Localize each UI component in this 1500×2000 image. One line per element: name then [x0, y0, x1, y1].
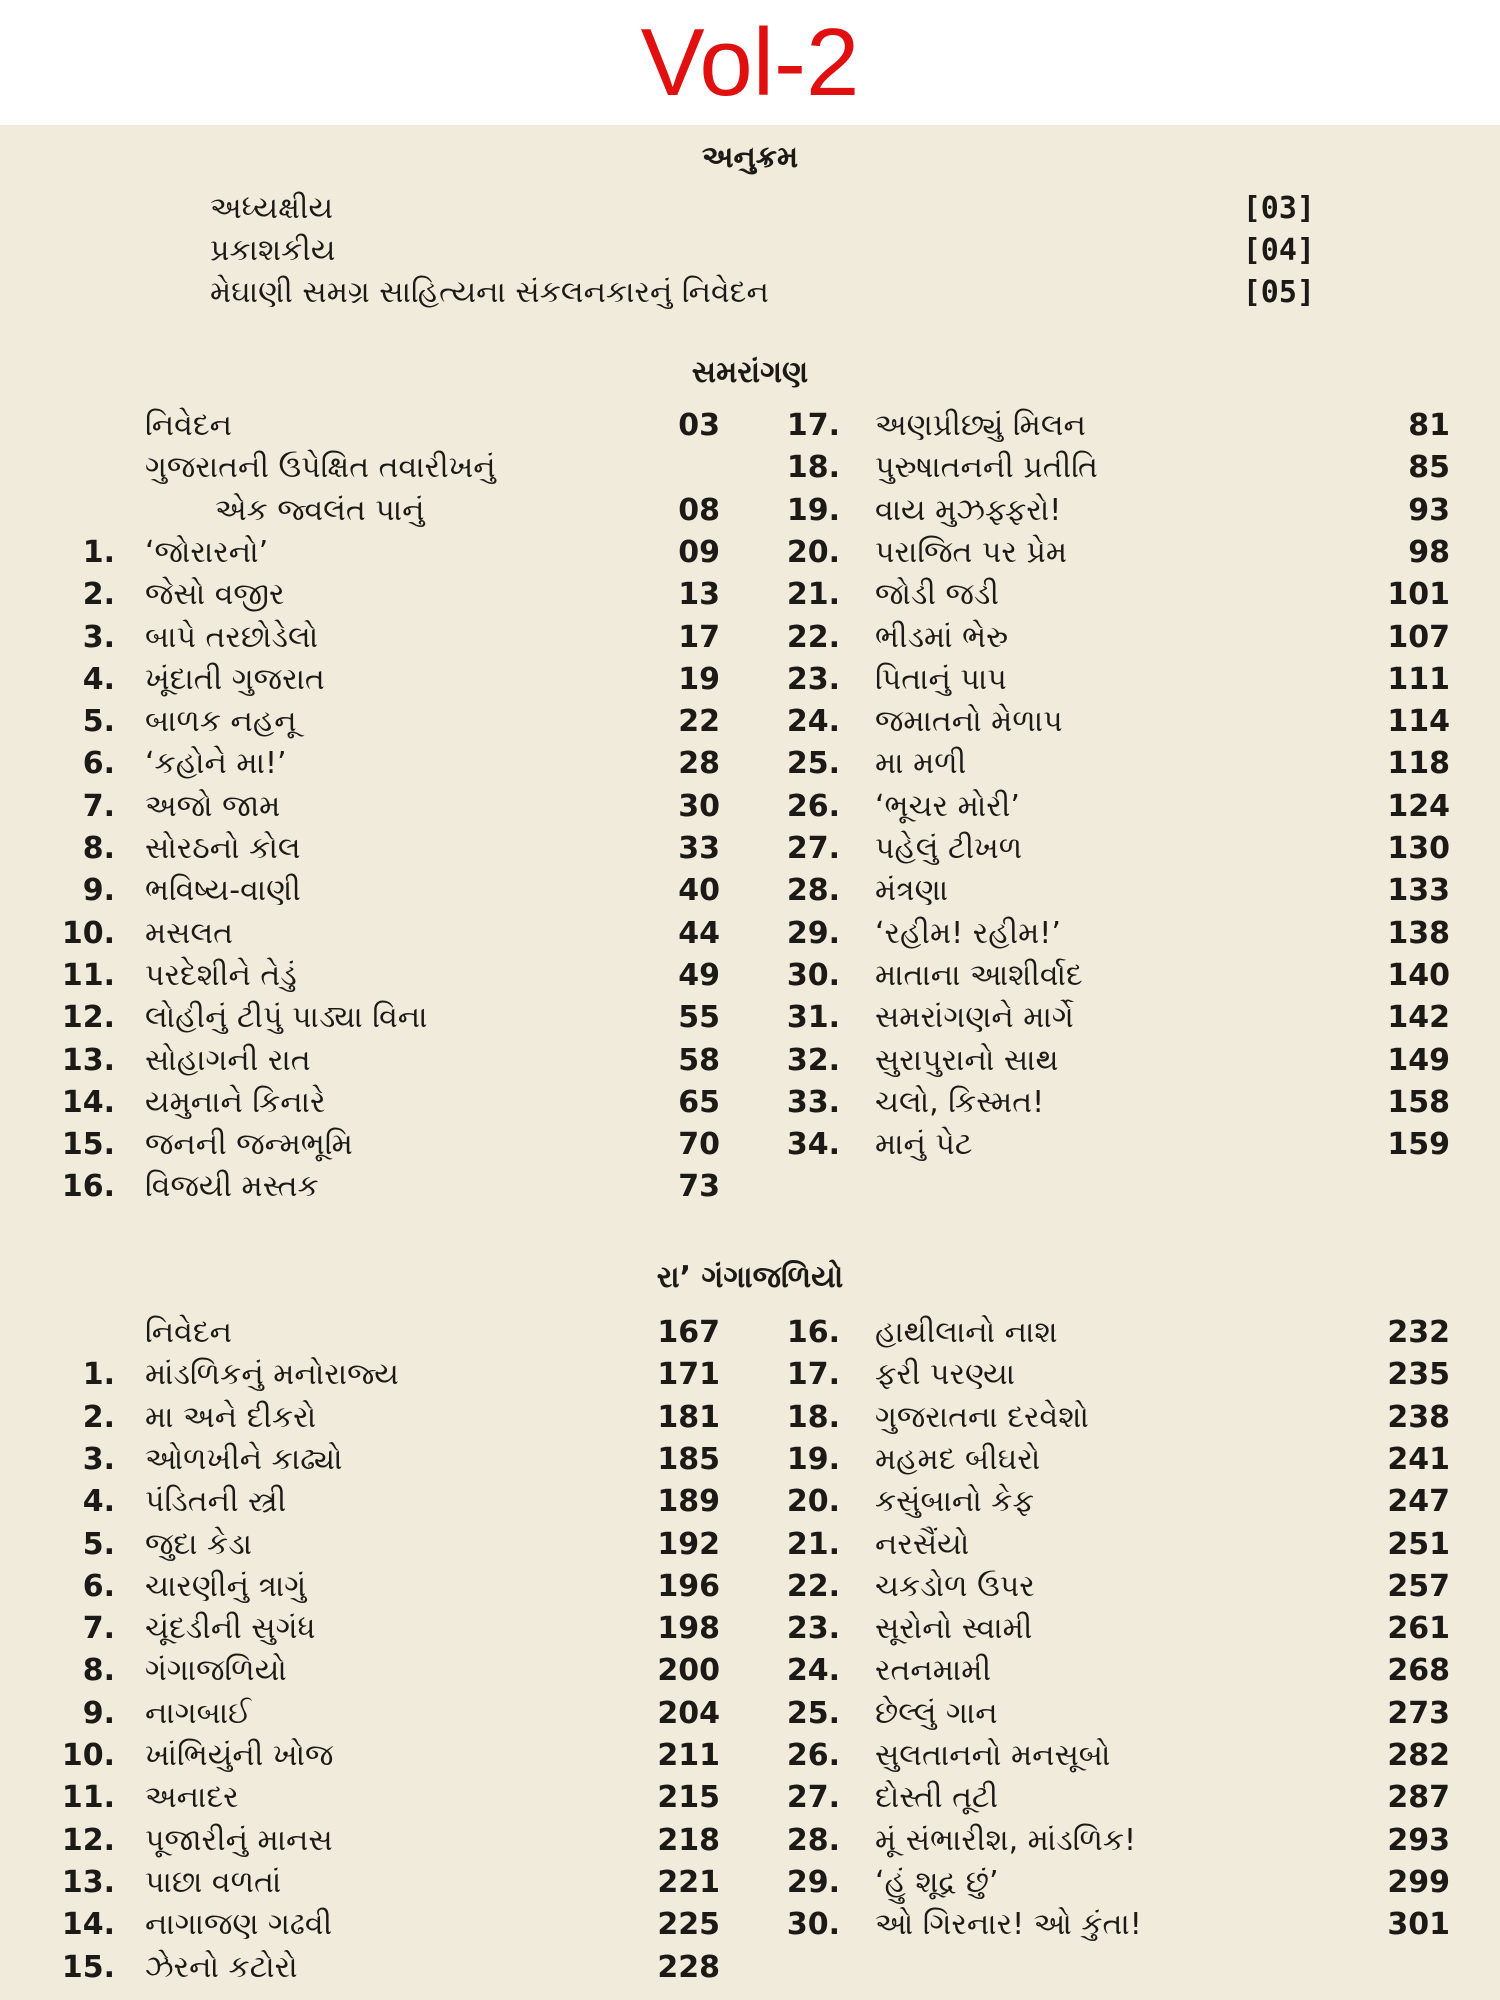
entry-number: 5.: [82, 1526, 115, 1562]
entry-number: 20.: [786, 1484, 840, 1520]
entry-page: 107: [1387, 619, 1450, 655]
entry-title: ફરી પરણ્યા: [875, 1357, 1016, 1393]
entry-number: 28.: [786, 1822, 840, 1858]
entry-page: 08: [678, 492, 720, 528]
entry-number: 6.: [82, 746, 115, 782]
entry-number: 19.: [786, 1441, 840, 1477]
entry-page: 257: [1387, 1568, 1450, 1604]
entry-page: 261: [1387, 1611, 1450, 1647]
entry-page: 293: [1387, 1822, 1450, 1858]
entry-number: 29.: [786, 915, 840, 951]
entry-title: સુરાપુરાનો સાથ: [875, 1042, 1059, 1078]
entry-number: 14.: [61, 1907, 115, 1943]
entry-title: સોરઠનો કોલ: [145, 831, 301, 866]
entry-page: 198: [657, 1611, 720, 1647]
entry-number: 25.: [786, 746, 840, 782]
entry-title: બાળક નહનૂ: [145, 704, 297, 740]
entry-page: 33: [678, 831, 720, 866]
entry-number: 22.: [786, 619, 840, 655]
entry-page: 251: [1387, 1526, 1450, 1562]
entry-page: 225: [657, 1907, 720, 1943]
entry-title: કસુંબાનો કેફ: [875, 1484, 1034, 1520]
entry-page: 70: [678, 1127, 720, 1163]
entry-page: 247: [1387, 1484, 1450, 1520]
entry-page: 65: [678, 1084, 720, 1120]
contents-page: [0, 125, 1500, 2000]
entry-number: 1.: [82, 534, 115, 570]
entry-page: 111: [1387, 661, 1450, 697]
entry-title: ઓ ગિરનાર! ઓ કુંતા!: [875, 1907, 1142, 1943]
entry-number: 23.: [786, 661, 840, 697]
entry-page: 140: [1387, 957, 1450, 993]
entry-number: 30.: [786, 957, 840, 993]
entry-title: જેસો વજીર: [145, 577, 285, 613]
entry-page: 30: [678, 788, 720, 824]
entry-title: અજો જામ: [145, 788, 281, 824]
entry-title: અનાદર: [145, 1780, 239, 1816]
entry-title: એક જ્વલંત પાનું: [215, 492, 425, 528]
front-matter-title: પ્રકાશકીય: [210, 233, 336, 268]
entry-page: 159: [1387, 1127, 1450, 1163]
front-matter-title: મેઘાણી સમગ્ર સાહિત્યના સંકલનકારનું નિવેદન: [210, 275, 769, 310]
entry-number: 25.: [786, 1695, 840, 1731]
entry-title: મંત્રણા: [875, 873, 949, 909]
entry-title: જુદા કેડા: [145, 1526, 253, 1562]
entry-number: 7.: [82, 1611, 115, 1647]
entry-title: ખૂંદાતી ગુજરાત: [145, 661, 325, 697]
entry-number: 4.: [82, 661, 115, 697]
entry-number: 26.: [786, 788, 840, 824]
entry-page: 93: [1408, 492, 1450, 528]
entry-title: ‘હું શૂદ્ર છું’: [875, 1864, 999, 1900]
entry-title: પૂજારીનું માનસ: [145, 1822, 333, 1858]
entry-number: 11.: [61, 1780, 115, 1816]
entry-title: માંડળિકનું મનોરાજ્ય: [145, 1357, 399, 1393]
entry-title: નાગબાઈ: [145, 1695, 252, 1731]
entry-number: 33.: [786, 1084, 840, 1120]
entry-number: 21.: [786, 1526, 840, 1562]
entry-page: 215: [657, 1780, 720, 1816]
entry-number: 13.: [61, 1864, 115, 1900]
entry-page: 232: [1387, 1315, 1450, 1350]
entry-page: 73: [678, 1169, 720, 1205]
entry-number: 19.: [786, 492, 840, 528]
entry-page: 192: [657, 1526, 720, 1562]
entry-title: જોડી જડી: [875, 577, 999, 613]
entry-number: 8.: [82, 1653, 115, 1689]
entry-title: ગુજરાતના દરવેશો: [875, 1399, 1089, 1435]
entry-number: 27.: [786, 1780, 840, 1816]
entry-title: ગુજરાતની ઉપેક્ષિત તવારીખનું: [145, 450, 496, 486]
entry-title: નાગાજણ ગઢવી: [145, 1907, 333, 1943]
entry-title: ઝેરનો કટોરો: [145, 1949, 298, 1985]
entry-page: 287: [1387, 1780, 1450, 1816]
entry-title: પરાજિત પર પ્રેમ: [875, 534, 1068, 570]
entry-title: મૂં સંભારીશ, માંડળિક!: [875, 1822, 1137, 1858]
entry-number: 30.: [786, 1907, 840, 1943]
entry-page: 167: [657, 1315, 720, 1350]
entry-title: પિતાનું પાપ: [875, 661, 1007, 697]
entry-page: 85: [1408, 450, 1450, 486]
entry-title: ચકડોળ ઉપર: [875, 1568, 1035, 1604]
entry-number: 34.: [786, 1127, 840, 1163]
entry-page: 130: [1387, 831, 1450, 866]
entry-page: 19: [678, 661, 720, 697]
entry-page: 221: [657, 1864, 720, 1900]
entry-title: પંડિતની સ્ત્રી: [145, 1484, 287, 1520]
entry-page: 81: [1408, 408, 1450, 443]
entry-page: 200: [657, 1653, 720, 1689]
entry-number: 11.: [61, 957, 115, 993]
entry-title: ખાંભિયુંની ખોજ: [145, 1738, 334, 1773]
entry-page: 22: [678, 704, 720, 740]
entry-page: 211: [657, 1738, 720, 1773]
entry-title: ભીડમાં ભેરુ: [875, 619, 1009, 655]
entry-title: સમરાંગણને માર્ગે: [875, 1000, 1074, 1036]
entry-page: 49: [678, 957, 720, 993]
entry-title: માતાના આશીર્વાદ: [875, 957, 1083, 993]
entry-page: 09: [678, 534, 720, 570]
front-matter-page: [04]: [1242, 233, 1315, 268]
entry-number: 9.: [82, 873, 115, 909]
entry-title: સૂરોનો સ્વામી: [875, 1611, 1033, 1647]
entry-number: 18.: [786, 1399, 840, 1435]
entry-number: 9.: [82, 1695, 115, 1731]
entry-title: મા અને દીકરો: [145, 1399, 317, 1435]
entry-number: 3.: [82, 619, 115, 655]
entry-number: 12.: [61, 1822, 115, 1858]
entry-number: 18.: [786, 450, 840, 486]
entry-page: 268: [1387, 1653, 1450, 1689]
entry-page: 149: [1387, 1042, 1450, 1078]
entry-page: 118: [1387, 746, 1450, 782]
entry-title: હાથીલાનો નાશ: [875, 1315, 1058, 1350]
entry-number: 28.: [786, 873, 840, 909]
entry-page: 58: [678, 1042, 720, 1078]
entry-number: 26.: [786, 1738, 840, 1773]
entry-number: 16.: [61, 1169, 115, 1205]
entry-page: 133: [1387, 873, 1450, 909]
entry-page: 241: [1387, 1441, 1450, 1477]
entry-page: 185: [657, 1441, 720, 1477]
entry-title: ભવિષ્ય-વાણી: [145, 873, 301, 909]
entry-page: 189: [657, 1484, 720, 1520]
entry-title: ‘કહોને મા!’: [145, 746, 287, 782]
entry-title: નિવેદન: [145, 408, 232, 443]
entry-number: 3.: [82, 1441, 115, 1477]
entry-title: મા મળી: [875, 746, 967, 782]
entry-page: 238: [1387, 1399, 1450, 1435]
entry-page: 301: [1387, 1907, 1450, 1943]
entry-title: બાપે તરછોડેલો: [145, 619, 319, 655]
entry-page: 98: [1408, 534, 1450, 570]
entry-number: 12.: [61, 1000, 115, 1036]
entry-page: 40: [678, 873, 720, 909]
entry-number: 31.: [786, 1000, 840, 1036]
entry-number: 4.: [82, 1484, 115, 1520]
entry-number: 20.: [786, 534, 840, 570]
section-heading: સમરાંગણ: [691, 355, 809, 390]
entry-page: 282: [1387, 1738, 1450, 1773]
entry-title: રતનમામી: [875, 1653, 992, 1689]
entry-title: વાય મુઝફ્ફરો!: [875, 492, 1062, 528]
entry-number: 15.: [61, 1127, 115, 1163]
entry-page: 55: [678, 1000, 720, 1036]
entry-number: 17.: [786, 1357, 840, 1393]
entry-page: 228: [657, 1949, 720, 1985]
entry-number: 21.: [786, 577, 840, 613]
front-matter-page: [03]: [1242, 191, 1315, 226]
entry-number: 2.: [82, 1399, 115, 1435]
entry-title: ઓળખીને કાઢ્યો: [145, 1441, 343, 1477]
entry-title: ચલો, કિસ્મત!: [875, 1084, 1045, 1120]
entry-page: 196: [657, 1568, 720, 1604]
section-heading: રા’ ગંગાજળિયો: [656, 1260, 844, 1295]
entry-title: વિજયી મસ્તક: [145, 1169, 319, 1205]
entry-title: ‘ભૂચર મોરી’: [875, 788, 1020, 824]
entry-number: 27.: [786, 831, 840, 866]
entry-title: સુલતાનનો મનસૂબો: [875, 1738, 1111, 1773]
entry-number: 24.: [786, 704, 840, 740]
entry-title: નિવેદન: [145, 1315, 232, 1350]
entry-page: 03: [678, 408, 720, 443]
entry-title: ગંગાજળિયો: [145, 1653, 287, 1689]
volume-label: Vol-2: [640, 9, 860, 116]
entry-number: 15.: [61, 1949, 115, 1985]
entry-title: જનની જન્મભૂમિ: [145, 1127, 353, 1163]
entry-number: 17.: [786, 408, 840, 443]
entry-title: મહમદ બીઘરો: [875, 1441, 1041, 1477]
entry-title: જમાતનો મેળાપ: [875, 704, 1063, 740]
entry-page: 17: [678, 619, 720, 655]
entry-page: 181: [657, 1399, 720, 1435]
entry-title: પરદેશીને તેડું: [145, 957, 297, 993]
entry-number: 32.: [786, 1042, 840, 1078]
entry-title: દોસ્તી તૂટી: [875, 1780, 999, 1816]
entry-title: ચારણીનું ત્રાગું: [145, 1568, 307, 1604]
entry-title: યમુનાને કિનારે: [145, 1084, 326, 1120]
entry-number: 2.: [82, 577, 115, 613]
entry-page: 235: [1387, 1357, 1450, 1393]
entry-title: પહેલું ટીખળ: [875, 831, 1023, 866]
entry-title: પાછા વળતાં: [145, 1864, 282, 1900]
entry-page: 299: [1387, 1864, 1450, 1900]
entry-number: 23.: [786, 1611, 840, 1647]
front-matter-page: [05]: [1242, 275, 1315, 310]
entry-title: છેલ્લું ગાન: [875, 1695, 998, 1731]
entry-number: 8.: [82, 831, 115, 866]
entry-title: લોહીનું ટીપું પાડ્યા વિના: [145, 1000, 428, 1036]
entry-number: 24.: [786, 1653, 840, 1689]
entry-page: 114: [1387, 704, 1450, 740]
entry-page: 273: [1387, 1695, 1450, 1731]
entry-number: 5.: [82, 704, 115, 740]
entry-title: ‘રહીમ! રહીમ!’: [875, 915, 1061, 951]
entry-number: 29.: [786, 1864, 840, 1900]
entry-page: 13: [678, 577, 720, 613]
entry-page: 138: [1387, 915, 1450, 951]
entry-page: 171: [657, 1357, 720, 1393]
entry-number: 16.: [786, 1315, 840, 1350]
entry-page: 44: [678, 915, 720, 951]
entry-title: નરસૈંયો: [875, 1526, 970, 1562]
entry-number: 10.: [61, 915, 115, 951]
entry-page: 28: [678, 746, 720, 782]
entry-title: અણપ્રીછ્યું મિલન: [875, 408, 1086, 443]
entry-title: સોહાગની રાત: [145, 1042, 311, 1078]
entry-title: પુરુષાતનની પ્રતીતિ: [875, 450, 1098, 486]
entry-number: 22.: [786, 1568, 840, 1604]
front-matter-title: અધ્યક્ષીય: [210, 191, 334, 226]
entry-page: 204: [657, 1695, 720, 1731]
entry-page: 124: [1387, 788, 1450, 824]
entry-page: 101: [1387, 577, 1450, 613]
entry-number: 13.: [61, 1042, 115, 1078]
entry-title: માનું પેટ: [875, 1127, 973, 1163]
entry-page: 142: [1387, 1000, 1450, 1036]
entry-number: 7.: [82, 788, 115, 824]
entry-number: 1.: [82, 1357, 115, 1393]
entry-title: ‘જોરારનો’: [145, 534, 269, 570]
entry-number: 14.: [61, 1084, 115, 1120]
entry-page: 218: [657, 1822, 720, 1858]
entry-number: 6.: [82, 1568, 115, 1604]
contents-heading: અનુક્રમ: [701, 140, 799, 175]
entry-page: 158: [1387, 1084, 1450, 1120]
entry-title: ચૂંદડીની સુગંધ: [145, 1611, 316, 1647]
entry-number: 10.: [61, 1738, 115, 1773]
entry-title: મસલત: [145, 915, 234, 951]
